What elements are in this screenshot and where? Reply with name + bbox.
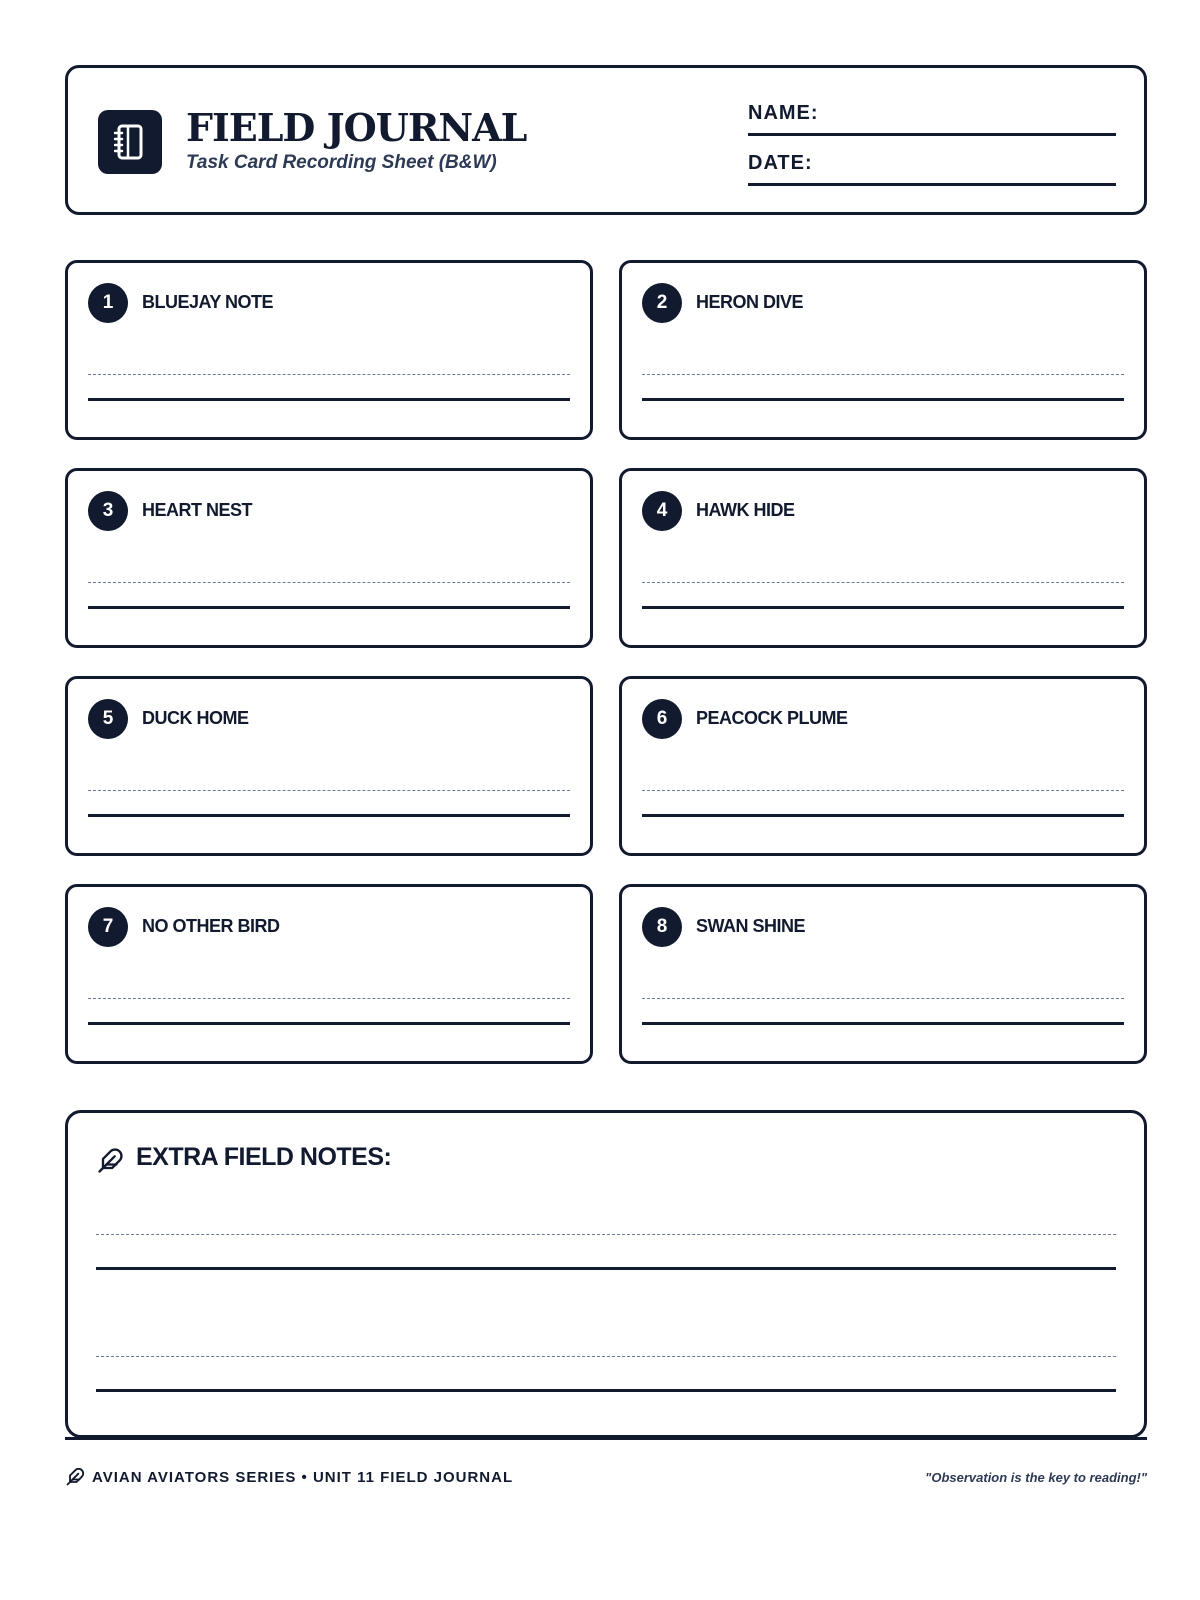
feather-icon [96, 1147, 124, 1180]
guide-line [642, 582, 1124, 583]
task-title: HERON DIVE [696, 292, 804, 312]
task-card-5 [65, 676, 593, 856]
feather-icon [65, 1467, 85, 1492]
page-subtitle: Task Card Recording Sheet (B&W) [186, 152, 497, 173]
guide-line [88, 998, 570, 999]
task-card-2 [619, 260, 1147, 440]
page-title: FIELD JOURNAL [186, 105, 527, 150]
guide-line [642, 790, 1124, 791]
extra-notes-title: EXTRA FIELD NOTES: [136, 1143, 392, 1171]
answer-line[interactable] [642, 1022, 1124, 1025]
task-title: SWAN SHINE [696, 916, 806, 936]
task-title: DUCK HOME [142, 708, 249, 728]
task-number-badge: 6 [642, 699, 682, 739]
task-card-3 [65, 468, 593, 648]
task-card-6 [619, 676, 1147, 856]
extra-notes-box [65, 1110, 1147, 1438]
task-title: BLUEJAY NOTE [142, 292, 274, 312]
footer-divider [65, 1437, 1147, 1440]
task-title: HEART NEST [142, 500, 253, 520]
footer-series-label: AVIAN AVIATORS SERIES • UNIT 11 FIELD JOURNAL [92, 1469, 514, 1486]
task-card-7 [65, 884, 593, 1064]
guide-line [88, 582, 570, 583]
guide-line [96, 1234, 1116, 1235]
task-number-badge: 2 [642, 283, 682, 323]
task-card-4 [619, 468, 1147, 648]
answer-line[interactable] [642, 814, 1124, 817]
answer-line[interactable] [642, 398, 1124, 401]
task-number-badge: 7 [88, 907, 128, 947]
task-number-badge: 4 [642, 491, 682, 531]
task-title: HAWK HIDE [696, 500, 795, 520]
notes-write-line[interactable] [96, 1389, 1116, 1392]
task-number-badge: 8 [642, 907, 682, 947]
date-write-line[interactable] [748, 183, 1116, 186]
answer-line[interactable] [642, 606, 1124, 609]
name-label: NAME: [748, 102, 819, 124]
notes-write-line[interactable] [96, 1267, 1116, 1270]
journal-header [65, 65, 1147, 215]
guide-line [96, 1356, 1116, 1357]
task-title: NO OTHER BIRD [142, 916, 280, 936]
notebook-icon [98, 110, 162, 174]
name-write-line[interactable] [748, 133, 1116, 136]
answer-line[interactable] [88, 398, 570, 401]
guide-line [88, 790, 570, 791]
task-number-badge: 1 [88, 283, 128, 323]
task-number-badge: 3 [88, 491, 128, 531]
date-label: DATE: [748, 152, 813, 174]
task-title: PEACOCK PLUME [696, 708, 848, 728]
footer-quote: "Observation is the key to reading!" [925, 1470, 1147, 1485]
task-number-badge: 5 [88, 699, 128, 739]
guide-line [642, 374, 1124, 375]
task-card-1 [65, 260, 593, 440]
guide-line [642, 998, 1124, 999]
answer-line[interactable] [88, 814, 570, 817]
answer-line[interactable] [88, 606, 570, 609]
task-card-8 [619, 884, 1147, 1064]
guide-line [88, 374, 570, 375]
answer-line[interactable] [88, 1022, 570, 1025]
